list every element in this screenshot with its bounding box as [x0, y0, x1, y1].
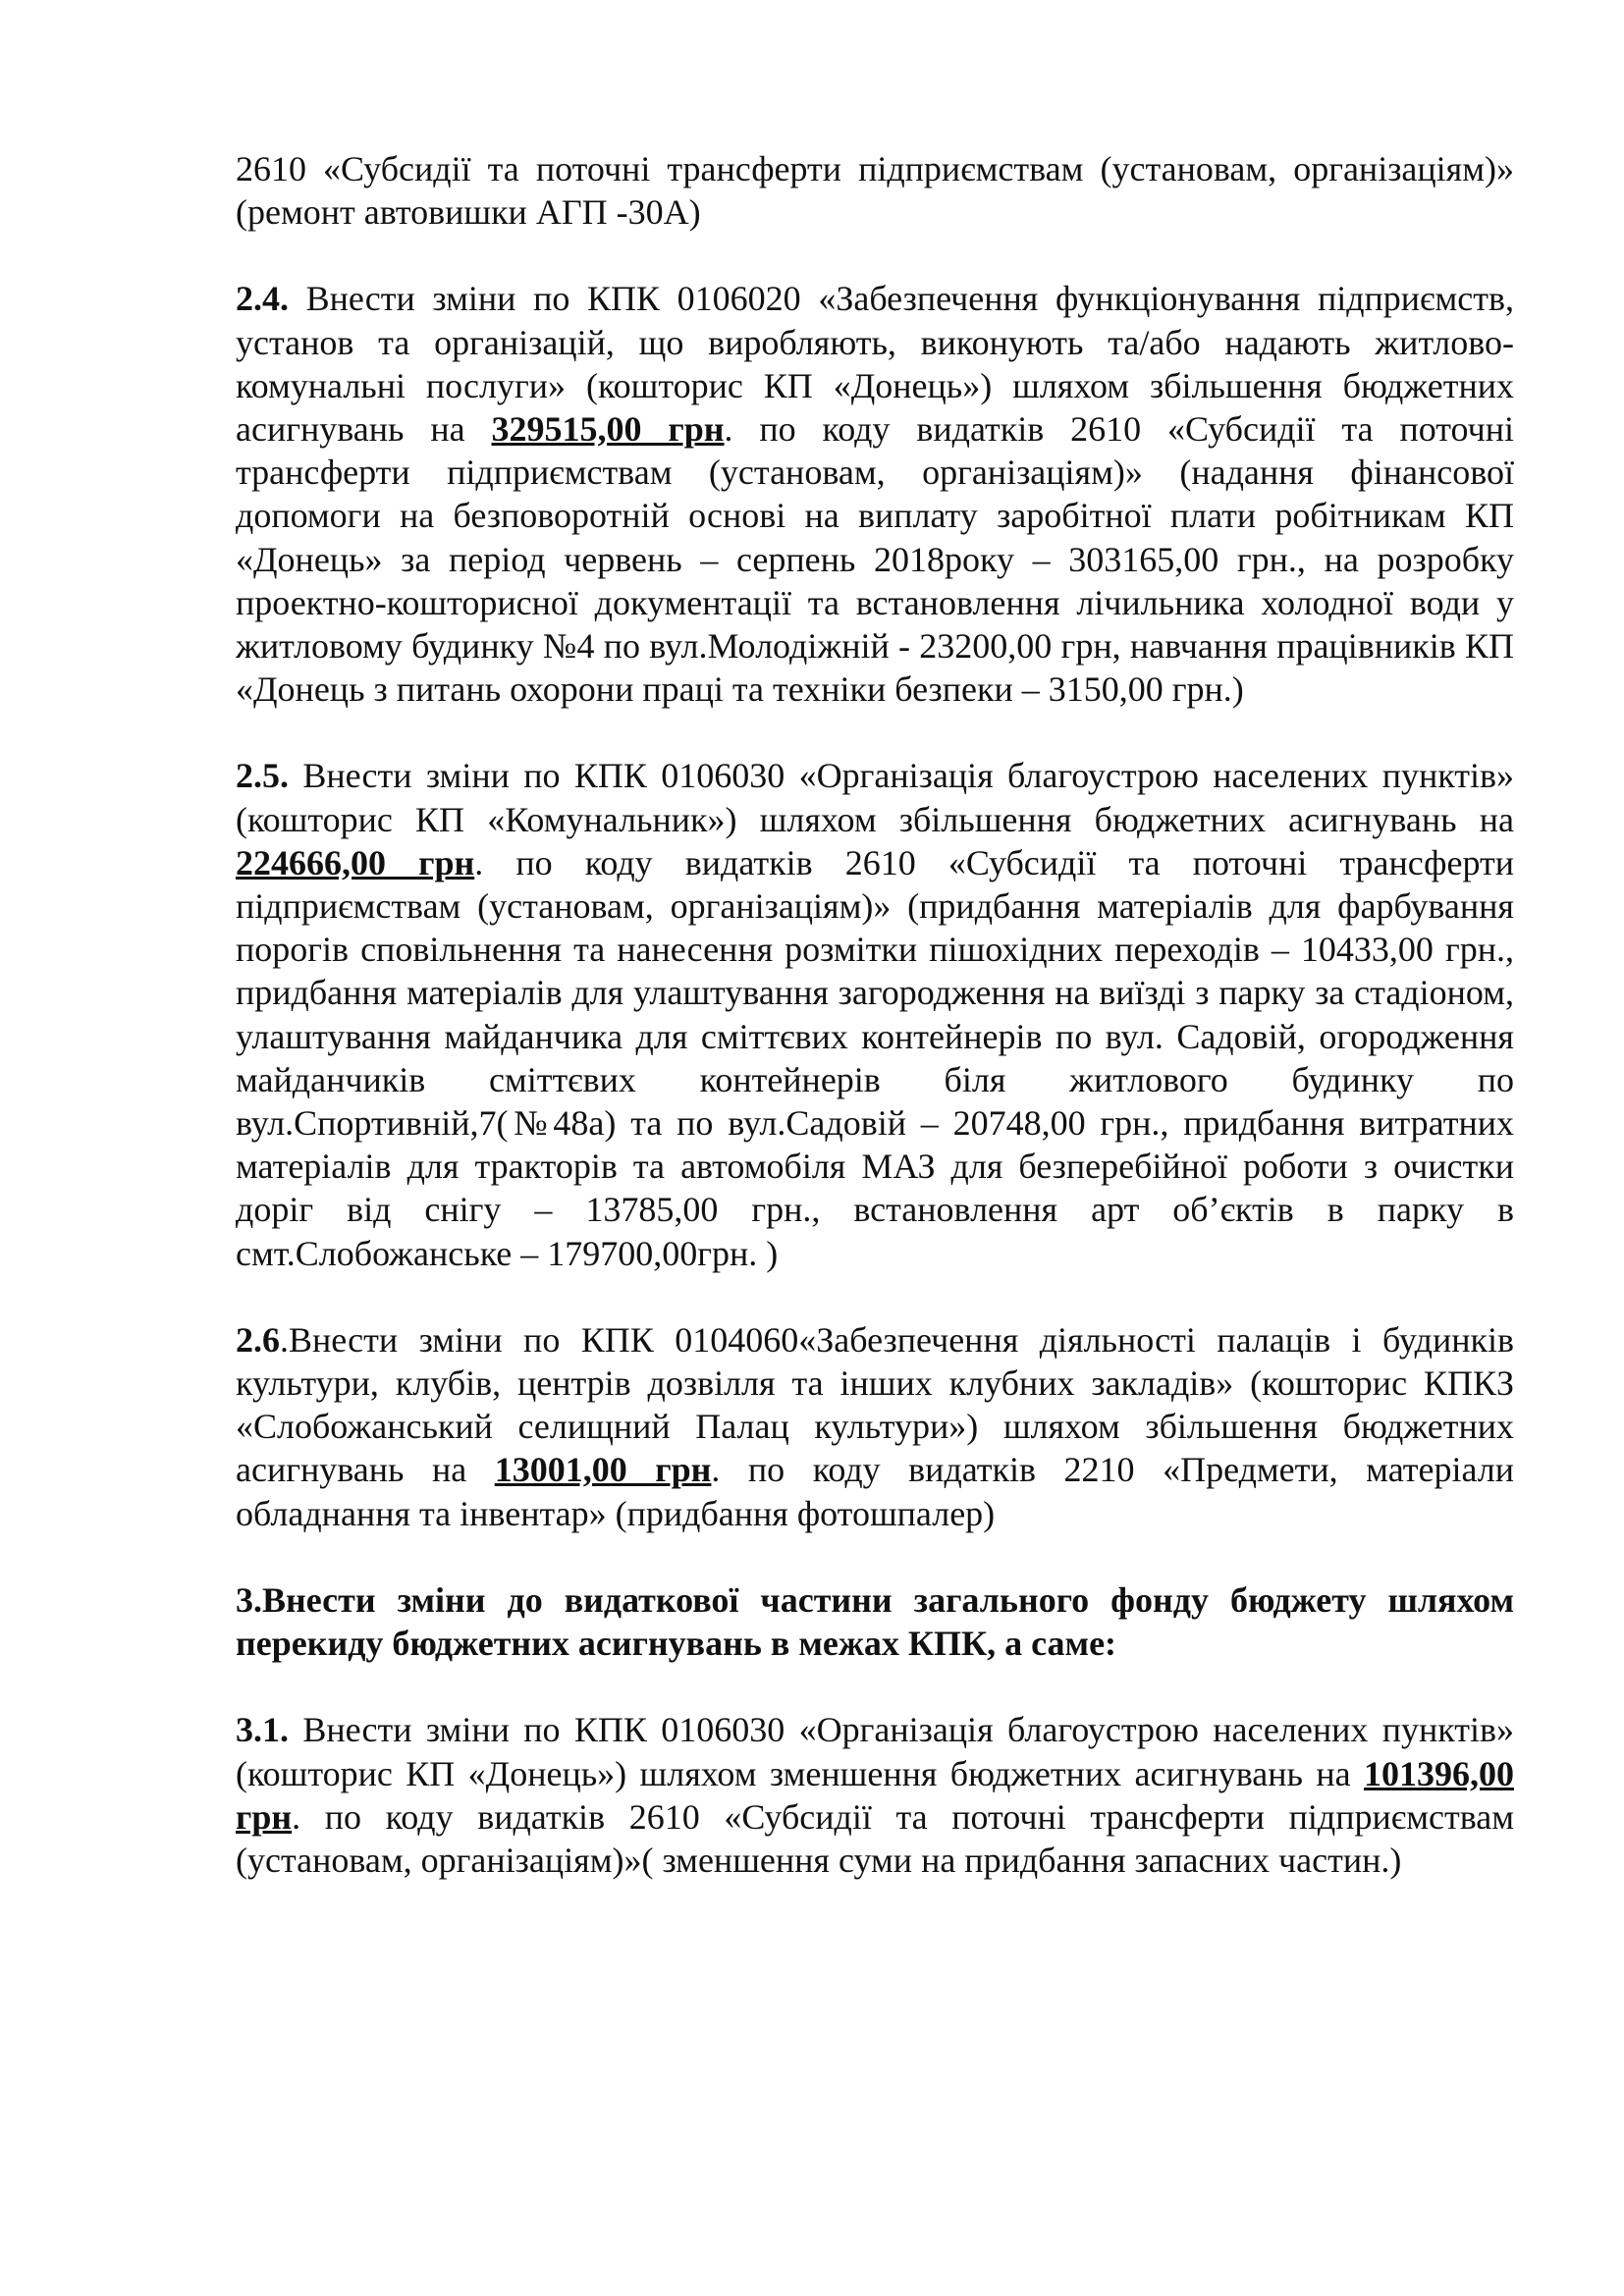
heading-text: 3.Внести зміни до видаткової частини загального фонду бюджету шляхом перекиду бюджетних асигнувань в межах КПК, а саме: — [236, 1579, 1514, 1664]
paragraph-text: Внести зміни по КПК 0106030 «Організація благоустрою населених пунктів» (кошторис КП «Комунальник») шляхом збільшення бюджетних асигнувань на — [236, 756, 1514, 839]
paragraph-text: .Внести зміни по КПК 0104060«Забезпечення діяльності палаців і будинків культури, клубів, центрів дозвілля та інших клубних закладів» (кошторис КПКЗ «Слобожанський селищний Палац культури») шляхом збільшення бюджетних асигнувань на — [236, 1319, 1514, 1490]
item-number: 2.6 — [236, 1319, 280, 1360]
item-number: 3.1. — [236, 1710, 289, 1750]
paragraph-text: . по коду видатків 2610 «Субсидії та поточні трансферти підприємствам (установам, організаціям)» (надання фінансової допомоги на безповоротній основі на виплату заробітної плати робітникам КП «Донець» за період червень – серпень 2018року – 303165,00 грн., на розробку проектно-кошторисної документації та встановлення лічильника холодної води у житловому будинку №4 по вул.Молодіжній - 23200,00 грн, навчання працівників КП «Донець з питань охорони праці та техніки безпеки – 3150,00 грн.) — [236, 409, 1514, 710]
paragraph-2-5 — [236, 754, 1514, 1274]
amount-value: 329515,00 грн — [491, 409, 725, 450]
amount-value: 13001,00 грн — [494, 1450, 712, 1490]
document-page — [236, 147, 1514, 1882]
paragraph-3-1 — [236, 1708, 1514, 1882]
amount-value: 101396,00 грн — [236, 1753, 1514, 1837]
item-number: 2.5. — [236, 756, 289, 796]
section-3-heading — [236, 1578, 1514, 1665]
paragraph-text: Внести зміни по КПК 0106030 «Організація благоустрою населених пунктів» (кошторис КП «Донець») шляхом зменшення бюджетних асигнувань на — [236, 1710, 1514, 1793]
paragraph-text: Внести зміни по КПК 0106020 «Забезпечення функціонування підприємств, установ та організацій, що виробляють, виконують та/або надають житлово-комунальні послуги» (кошторис КП «Донець») шляхом збільшення бюджетних асигнувань на — [236, 279, 1514, 450]
paragraph-text: . по коду видатків 2610 «Субсидії та поточні трансферти підприємствам (установам, організаціям)» (придбання матеріалів для фарбування порогів сповільнення та нанесення розмітки пішохідних переходів – 10433,00 грн., придбання матеріалів для улаштування загородження на виїзді з парку за стадіоном, улаштування майданчика для сміттєвих контейнерів по вул. Садовій, огородження майданчиків сміттєвих контейнерів біля житлового будинку по вул.Спортивній,7(№48а) та по вул.Садовій – 20748,00 грн., придбання витратних матеріалів для тракторів та автомобіля МАЗ для безперебійної роботи з очистки доріг від снігу – 13785,00 грн., встановлення арт об’єктів в парку в смт.Слобожанське – 179700,00грн. ) — [236, 842, 1514, 1273]
item-number: 2.4. — [236, 279, 289, 319]
paragraph-2-4 — [236, 277, 1514, 711]
amount-value: 224666,00 грн — [236, 842, 475, 882]
paragraph-2-6 — [236, 1318, 1514, 1535]
paragraph-continuation — [236, 147, 1514, 234]
paragraph-text: . по коду видатків 2610 «Субсидії та поточні трансферти підприємствам (установам, організаціям)»( зменшення суми на придбання запасних частин.) — [236, 1796, 1514, 1880]
paragraph-text: . по коду видатків 2210 «Предмети, матеріали обладнання та інвентар» (придбання фотошпалер) — [236, 1450, 1514, 1533]
paragraph-text: 2610 «Субсидії та поточні трансферти підприємствам (установам, організаціям)» (ремонт автовишки АГП -30А) — [236, 149, 1514, 233]
